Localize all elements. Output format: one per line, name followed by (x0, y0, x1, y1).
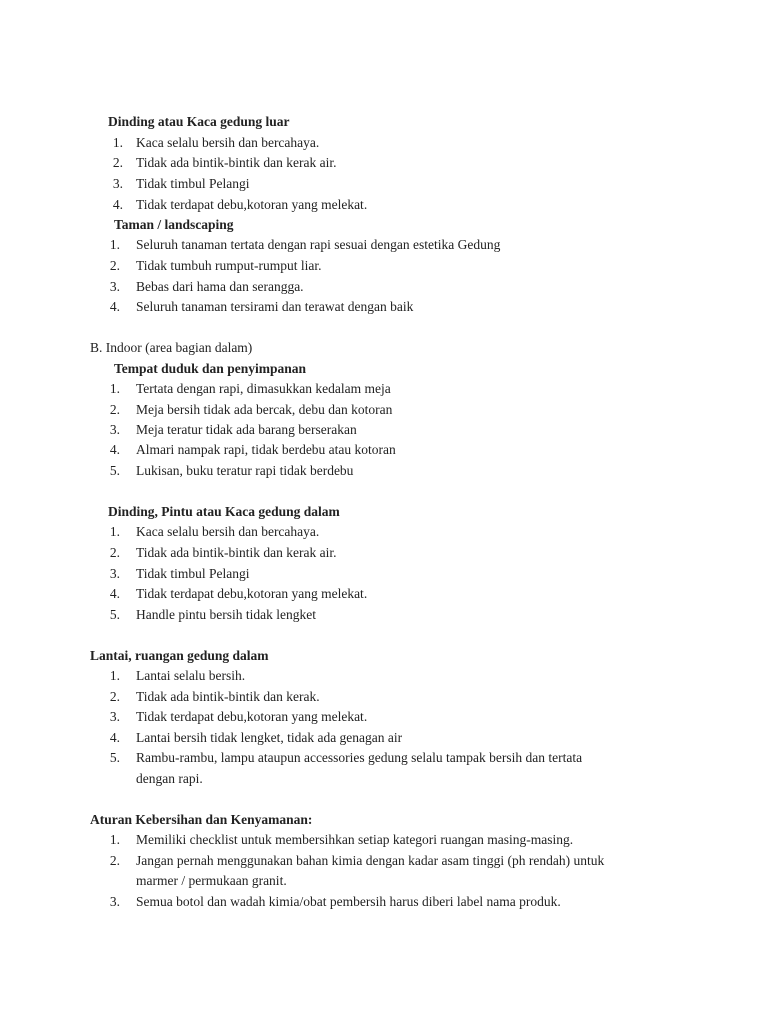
section-heading-dinding-dalam: Dinding, Pintu atau Kaca gedung dalam (108, 504, 340, 519)
section-heading-taman: Taman / landscaping (114, 217, 234, 232)
section-heading-aturan: Aturan Kebersihan dan Kenyamanan: (90, 812, 313, 827)
section-heading-lantai: Lantai, ruangan gedung dalam (90, 648, 269, 663)
section-heading-dinding-luar: Dinding atau Kaca gedung luar (108, 114, 290, 129)
section-heading-tempat-duduk: Tempat duduk dan penyimpanan (114, 361, 306, 376)
document-page: Dinding atau Kaca gedung luar 1. Kaca selalu bersih dan bercahaya. 2. Tidak ada bintik-bintik dan kerak air. 3. Tidak timbul Pelangi 4. Tidak terdapat debu,kotoran yang melekat. Taman / landscaping 1. Seluruh tanaman tertata dengan rapi sesuai dengan estetika Gedung 2. Tidak tumbuh rumput-rumput liar. 3. Bebas dari hama dan serangga. 4. Seluruh tanaman tersirami dan terawat dengan baik B. Indoor (area bagian dalam) Tempat duduk dan penyimpanan 1. Tertata dengan rapi, dimasukkan kedalam meja 2. Meja bersih tidak ada bercak, debu dan kotoran 3. Meja teratur tidak ada barang berserakan 4. Almari nampak rapi, tidak berdebu atau kotoran 5. Lukisan, buku teratur rapi tidak berdebu Dinding, Pintu atau Kaca gedung dalam 1. Kaca selalu bersih dan bercahaya. 2. Tidak ada bintik-bintik dan kerak air. 3. Tidak timbul Pelangi 4. Tidak terdapat debu,kotoran yang melekat. 5. Handle pintu bersih tidak lengket Lantai, ruangan gedung dalam 1. Lantai selalu bersih. 2. Tidak ada bintik-bintik dan kerak. 3. Tidak terdapat debu,kotoran yang melekat. 4. Lantai bersih tidak lengket, tidak ada genagan air 5. Rambu-rambu, lampu ataupun accessories gedung selalu tampak bersih dan tertata dengan rapi. Aturan Kebersihan dan Kenyamanan: 1. Memiliki checklist untuk membersihkan setiap kategori ruangan masing-masing. 2. Jangan pernah menggunakan bahan kimia dengan kadar asam tinggi (ph rendah) untuk marmer / permukaan granit. 3. Semua botol dan wadah kimia/obat pembersih harus diberi label nama produk. (90, 114, 605, 909)
indoor-title: B. Indoor (area bagian dalam) (90, 340, 253, 355)
